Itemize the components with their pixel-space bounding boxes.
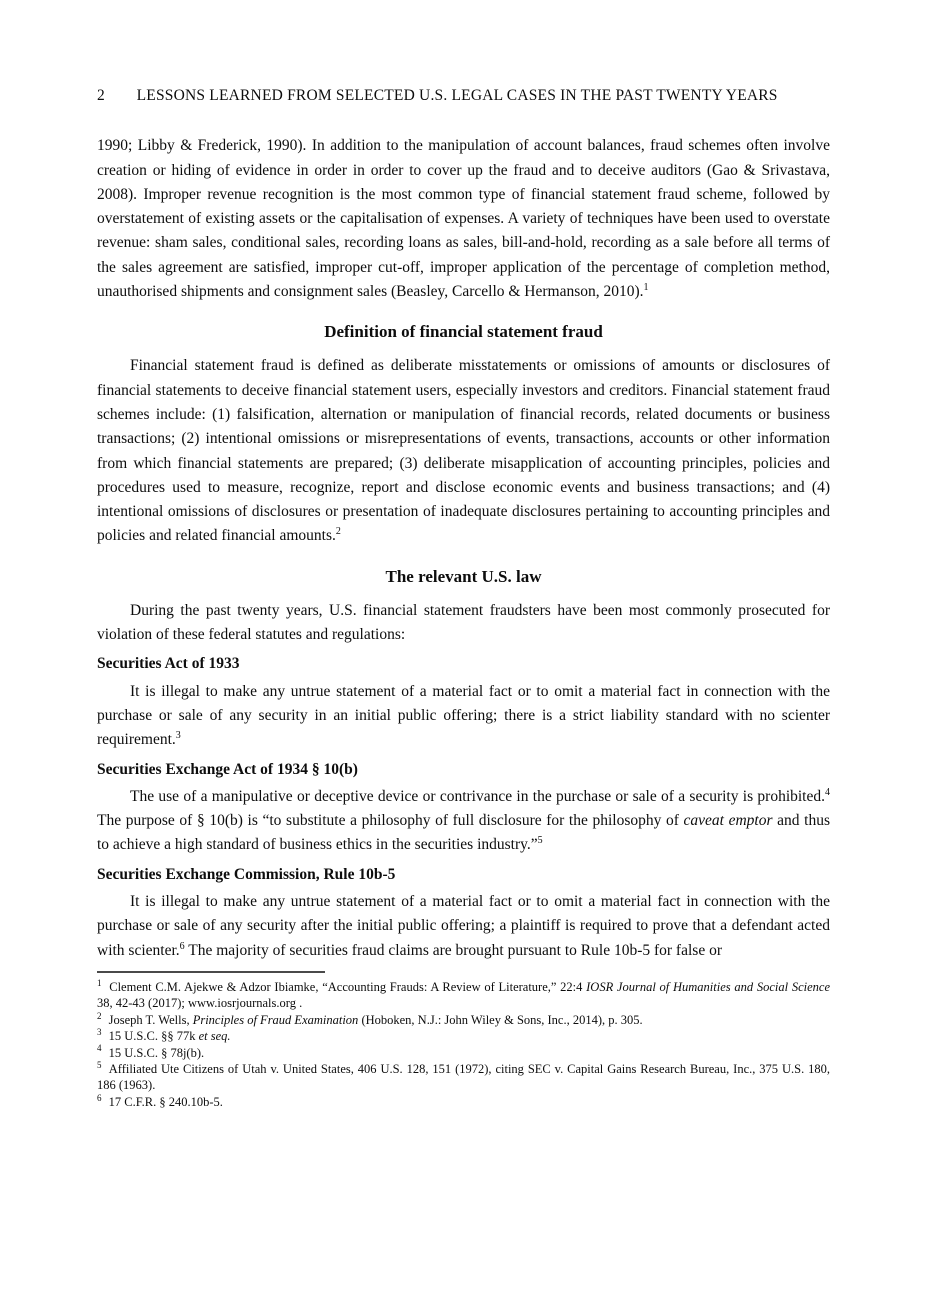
statute-heading-exchange-act-1934: Securities Exchange Act of 1934 § 10(b) bbox=[97, 760, 358, 778]
intro-continuation-paragraph: 1990; Libby & Frederick, 1990). In addition to the manipulation of account balances, fraud schemes often involve creation or hiding of evidence in order in order to cover up the fraud and to deceive auditors (Gao & Srivastava, 2008). Improper revenue recognition is the most common type of financial statement fraud scheme, followed by overstatement of existing assets or the capitalisation of expenses. A variety of techniques have been used to overstate revenue: sham sales, conditional sales, recording loans as sales, bill-and-hold, recording as a sale before all terms of the sales agreement are satisfied, improper cut-off, improper application of the percentage of completion method, unauthorised shipments and consignment sales (Beasley, Carcello & Hermanson, 2010).$^1$ bbox=[97, 137, 830, 301]
statute-heading-securities-act-1933: Securities Act of 1933 bbox=[97, 655, 240, 673]
running-header bbox=[97, 84, 830, 108]
relevant-law-intro-paragraph: During the past twenty years, U.S. financial statement fraudsters have been most commonly prosecuted for violation of these federal statutes and regulations: bbox=[97, 601, 830, 644]
header-title: LESSONS LEARNED FROM SELECTED U.S. LEGAL CASES IN THE PAST TWENTY YEARS bbox=[136, 87, 778, 104]
footnote-separator bbox=[97, 971, 325, 973]
footnote-2: $^2$ Joseph T. Wells, Principles of Fraud Examination (Hoboken, N.J.: John Wiley & Sons, Inc., 2014), p. 305. bbox=[97, 1010, 643, 1027]
section-heading-relevant-law: The relevant U.S. law bbox=[385, 566, 542, 586]
footnote-5: $^5$ Affiliated Ute Citizens of Utah v. United States, 406 U.S. 128, 151 (1972), citing SEC v. Capital Gains Research Bureau, Inc., 375 U.S. 180, 186 (1963). bbox=[97, 1059, 830, 1093]
footnote-6: $^6$ 17 C.F.R. § 240.10b-5. bbox=[97, 1092, 223, 1109]
page-number: 2 bbox=[97, 87, 105, 104]
statute-paragraph-securities-act-1933: It is illegal to make any untrue statement of a material fact or to omit a material fact in connection with the purchase or sale of any security in an initial public offering; there is a strict liability standard with no scienter requirement.$^3$ bbox=[97, 682, 830, 749]
section-heading-definition: Definition of financial statement fraud bbox=[324, 322, 603, 342]
footnote-3: $^3$ 15 U.S.C. §§ 77k et seq. bbox=[97, 1026, 231, 1044]
footnote-4: $^4$ 15 U.S.C. § 78j(b). bbox=[97, 1043, 205, 1060]
statute-paragraph-rule-10b-5: It is illegal to make any untrue statement of a material fact or to omit a material fact in connection with the purchase or sale of any security after the initial public offering; a plaintiff is required to prove that a defendant acted with scienter.$^6$ The majority of securities fraud claims are brought pursuant to Rule 10b-5 for false or bbox=[97, 893, 830, 959]
footnotes-block bbox=[97, 979, 830, 1110]
statute-paragraph-exchange-act-1934: The use of a manipulative or deceptive device or contrivance in the purchase or sale of a security is prohibited.$^4$ The purpose of § 10(b) is “to substitute a philosophy of full disclosure for the philosophy of caveat emptor and thus to achieve a high standard of business ethics in the securities industry.”$^5$ bbox=[97, 786, 830, 854]
footnote-1: $^1$ Clement C.M. Ajekwe & Adzor Ibiamke, “Accounting Frauds: A Review of Literature,” 22:4 IOSR Journal of Humanities and Social Science 38, 42-43 (2017); www.iosrjournals.org . bbox=[97, 977, 830, 1011]
definition-paragraph: Financial statement fraud is defined as deliberate misstatements or omissions of amounts or disclosures of financial statements to deceive financial statement users, especially investors and creditors. Financial statement fraud schemes include: (1) falsification, alternation or manipulation of financial records, related documents or business transactions; (2) intentional omissions or misrepresentations of events, transactions, accounts or other information from which financial statements are prepared; (3) deliberate misapplication of accounting principles, policies and procedures used to measure, recognize, report and disclose economic events and business transactions; and (4) intentional omissions of disclosures or presentation of inadequate disclosures pertaining to accounting principles and policies and related financial amounts.$^2$ bbox=[97, 357, 830, 545]
statute-heading-rule-10b-5: Securities Exchange Commission, Rule 10b-5 bbox=[97, 865, 396, 883]
